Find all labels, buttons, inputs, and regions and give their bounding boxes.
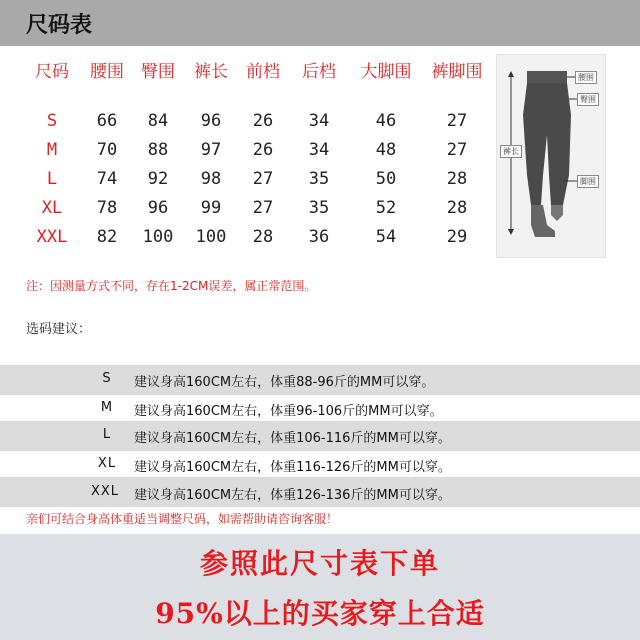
column-header-hip: 臀围 (141, 61, 175, 82)
column-header-leg-opening: 裤脚围 (431, 61, 483, 82)
table-cell: 27 (252, 168, 274, 189)
table-cell: 27 (446, 139, 468, 160)
column-header-waist: 腰围 (90, 61, 124, 82)
figure-label-hem: 脚围 (577, 175, 599, 188)
advice-size-l: L (102, 427, 112, 442)
table-cell: 96 (200, 110, 222, 131)
table-cell: 28 (252, 226, 274, 247)
table-row (22, 193, 492, 222)
table-cell: 27 (446, 110, 468, 131)
table-cell: 52 (375, 197, 397, 218)
banner-subline: 95%以上的买家穿上合适 (155, 597, 485, 630)
table-cell: 70 (96, 139, 118, 160)
waistband-shape (527, 71, 567, 83)
shoe-shape (551, 205, 563, 221)
table-cell: 96 (147, 197, 169, 218)
advice-size-s: S (102, 371, 112, 386)
table-cell: 99 (200, 197, 222, 218)
table-cell: 84 (147, 110, 169, 131)
size-cell: XL (41, 197, 63, 218)
advice-text-m: 建议身高160CM左右，体重96-106斤的MM可以穿。 (134, 404, 443, 419)
measurement-figure (496, 54, 606, 258)
column-header-back-rise: 后档 (302, 61, 336, 82)
advice-title: 选码建议： (26, 322, 92, 337)
table-cell: 28 (446, 197, 468, 218)
table-cell: 92 (147, 168, 169, 189)
table-cell: 50 (375, 168, 397, 189)
table-cell: 100 (142, 226, 174, 247)
advice-text-l: 建议身高160CM左右，体重106-116斤的MM可以穿。 (134, 431, 451, 446)
table-cell: 66 (96, 110, 118, 131)
figure-label-waist: 腰围 (575, 71, 597, 84)
figure-label-hip: 臀围 (577, 93, 599, 106)
advice-text-xl: 建议身高160CM左右，体重116-126斤的MM可以穿。 (134, 460, 451, 475)
table-row (22, 106, 492, 135)
table-cell: 88 (147, 139, 169, 160)
table-cell: 48 (375, 139, 397, 160)
table-cell: 27 (252, 197, 274, 218)
spacer-cell (22, 84, 492, 106)
size-tip: 亲们可结合身高体重适当调整尺码，如需帮助请咨询客服！ (26, 512, 339, 526)
table-cell: 34 (308, 139, 330, 160)
size-cell: M (46, 139, 58, 160)
table-cell: 82 (96, 226, 118, 247)
table-cell: 34 (308, 110, 330, 131)
figure-label-length: 裤长 (500, 145, 522, 158)
table-cell: 78 (96, 197, 118, 218)
table-header-row (22, 54, 492, 84)
table-cell: 28 (446, 168, 468, 189)
size-cell: XXL (36, 226, 68, 247)
table-cell: 97 (200, 139, 222, 160)
table-cell: 35 (308, 197, 330, 218)
table-cell: 100 (195, 226, 227, 247)
table-cell: 98 (200, 168, 222, 189)
table-cell: 26 (252, 139, 274, 160)
table-row (22, 222, 492, 251)
size-table (22, 54, 492, 251)
size-cell: L (46, 168, 58, 189)
table-cell: 74 (96, 168, 118, 189)
arrow-down-icon (508, 229, 514, 235)
size-cell: S (46, 110, 58, 131)
measurement-note: 注：因测量方式不同，存在1-2CM误差，属正常范围。 (26, 279, 317, 293)
table-cell: 46 (375, 110, 397, 131)
advice-text-s: 建议身高160CM左右，体重88-96斤的MM可以穿。 (134, 375, 435, 390)
header-bar (0, 0, 640, 46)
table-cell: 35 (308, 168, 330, 189)
table-cell: 36 (308, 226, 330, 247)
spacer-row (22, 84, 492, 106)
advice-size-xxl: XXL (90, 484, 120, 499)
arrow-up-icon (508, 71, 514, 77)
column-header-thigh: 大脚围 (360, 61, 412, 82)
banner-headline: 参照此尺寸表下单 (199, 547, 440, 580)
advice-text-xxl: 建议身高160CM左右，体重126-136斤的MM可以穿。 (134, 488, 451, 503)
advice-size-xl: XL (97, 456, 117, 471)
column-header-front-rise: 前档 (246, 61, 280, 82)
table-cell: 29 (446, 226, 468, 247)
table-cell: 26 (252, 110, 274, 131)
advice-size-m: M (100, 400, 114, 415)
page-title: 尺码表 (26, 12, 93, 38)
table-row (22, 135, 492, 164)
pants-shape (523, 83, 571, 205)
column-header-length: 裤长 (194, 61, 228, 82)
column-header-size: 尺码 (35, 61, 69, 82)
table-row (22, 164, 492, 193)
table-cell: 54 (375, 226, 397, 247)
